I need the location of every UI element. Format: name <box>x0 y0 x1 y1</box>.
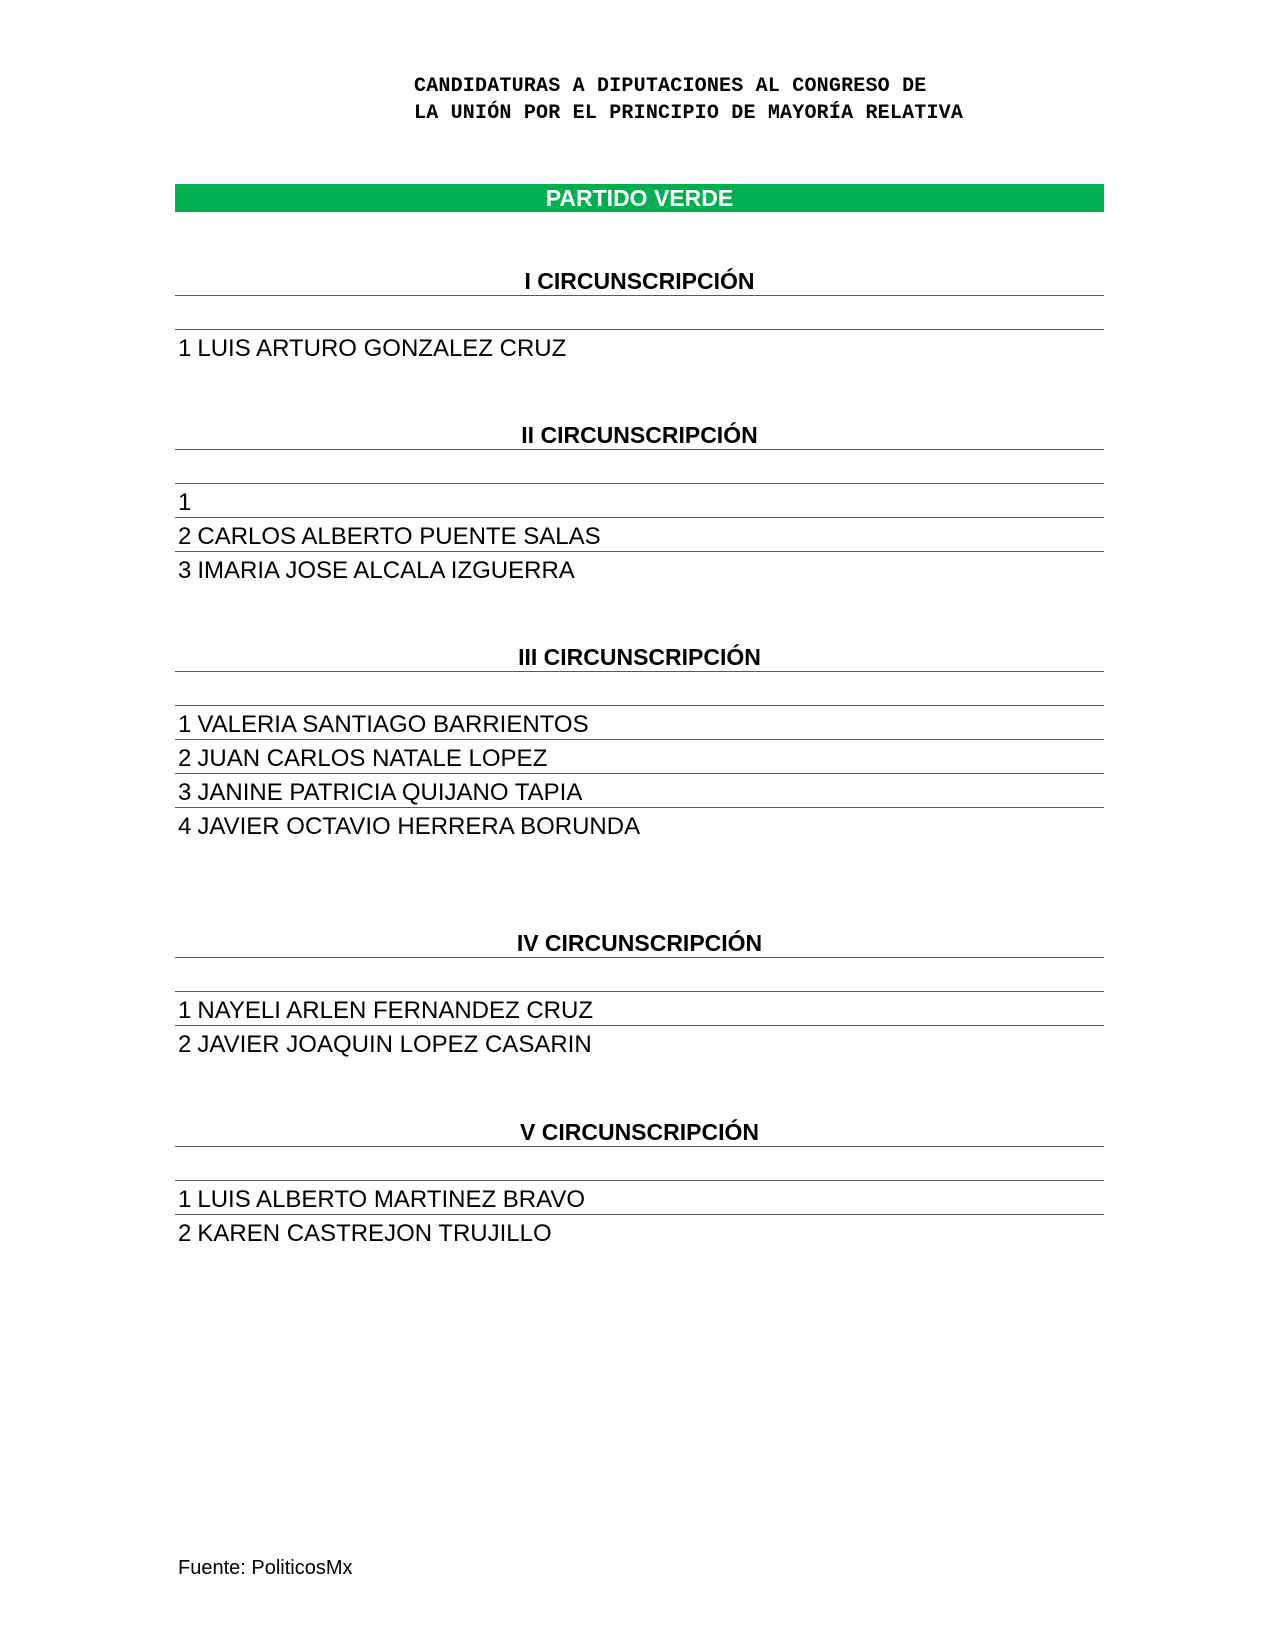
candidate-row <box>175 330 1104 364</box>
candidate-number: 3 <box>178 779 192 806</box>
spacer-row <box>175 450 1104 484</box>
candidate-number: 3 <box>178 557 192 584</box>
document-title-line-2: LA UNIÓN POR EL PRINCIPIO DE MAYORÍA RELATIVA <box>414 102 964 125</box>
candidate-name: VALERIA SANTIAGO BARRIENTOS <box>197 711 589 738</box>
candidate-name: LUIS ARTURO GONZALEZ CRUZ <box>197 335 567 362</box>
section-heading: II CIRCUNSCRIPCIÓN <box>175 420 1104 450</box>
candidate-name: JAVIER OCTAVIO HERRERA BORUNDA <box>197 813 641 840</box>
candidate-number: 1 <box>178 1186 192 1213</box>
party-banner: PARTIDO VERDE <box>175 184 1104 212</box>
candidate-row <box>175 1181 1104 1215</box>
spacer-row <box>175 958 1104 992</box>
candidate-number: 4 <box>178 813 192 840</box>
section-heading: V CIRCUNSCRIPCIÓN <box>175 1117 1104 1147</box>
candidate-name: IMARIA JOSE ALCALA IZGUERRA <box>197 557 575 584</box>
candidate-row <box>175 774 1104 808</box>
document-title <box>414 73 963 127</box>
candidate-name: JUAN CARLOS NATALE LOPEZ <box>197 745 548 772</box>
candidate-row <box>175 1026 1104 1060</box>
candidate-name: LUIS ALBERTO MARTINEZ BRAVO <box>197 1186 586 1213</box>
section-circunscripcion-4 <box>175 928 1104 1060</box>
section-circunscripcion-3 <box>175 642 1104 842</box>
candidate-row <box>175 1215 1104 1249</box>
candidate-number: 2 <box>178 1031 192 1058</box>
candidate-name: CARLOS ALBERTO PUENTE SALAS <box>197 523 601 550</box>
candidate-name: KAREN CASTREJON TRUJILLO <box>197 1220 552 1247</box>
candidate-name: JAVIER JOAQUIN LOPEZ CASARIN <box>197 1031 592 1058</box>
candidate-name: JANINE PATRICIA QUIJANO TAPIA <box>197 779 583 806</box>
candidate-number: 2 <box>178 1220 192 1247</box>
candidate-number: 1 <box>178 335 192 362</box>
candidate-number: 2 <box>178 523 192 550</box>
section-heading: IV CIRCUNSCRIPCIÓN <box>175 928 1104 958</box>
section-heading: III CIRCUNSCRIPCIÓN <box>175 642 1104 672</box>
source-note: Fuente: PoliticosMx <box>178 1557 353 1579</box>
candidate-row <box>175 740 1104 774</box>
document-title-line-1: CANDIDATURAS A DIPUTACIONES AL CONGRESO DE <box>414 75 927 98</box>
spacer-row <box>175 296 1104 330</box>
section-circunscripcion-5 <box>175 1117 1104 1249</box>
section-circunscripcion-2 <box>175 420 1104 586</box>
candidate-number: 1 <box>178 489 192 516</box>
spacer-row <box>175 1147 1104 1181</box>
candidate-row <box>175 808 1104 842</box>
spacer-row <box>175 672 1104 706</box>
candidate-row <box>175 706 1104 740</box>
candidate-row <box>175 552 1104 586</box>
candidate-number: 1 <box>178 711 192 738</box>
candidate-row <box>175 484 1104 518</box>
candidate-row <box>175 992 1104 1026</box>
candidate-number: 2 <box>178 745 192 772</box>
section-heading: I CIRCUNSCRIPCIÓN <box>175 266 1104 296</box>
section-circunscripcion-1 <box>175 266 1104 364</box>
candidate-row <box>175 518 1104 552</box>
candidate-name: NAYELI ARLEN FERNANDEZ CRUZ <box>197 997 593 1024</box>
candidate-number: 1 <box>178 997 192 1024</box>
